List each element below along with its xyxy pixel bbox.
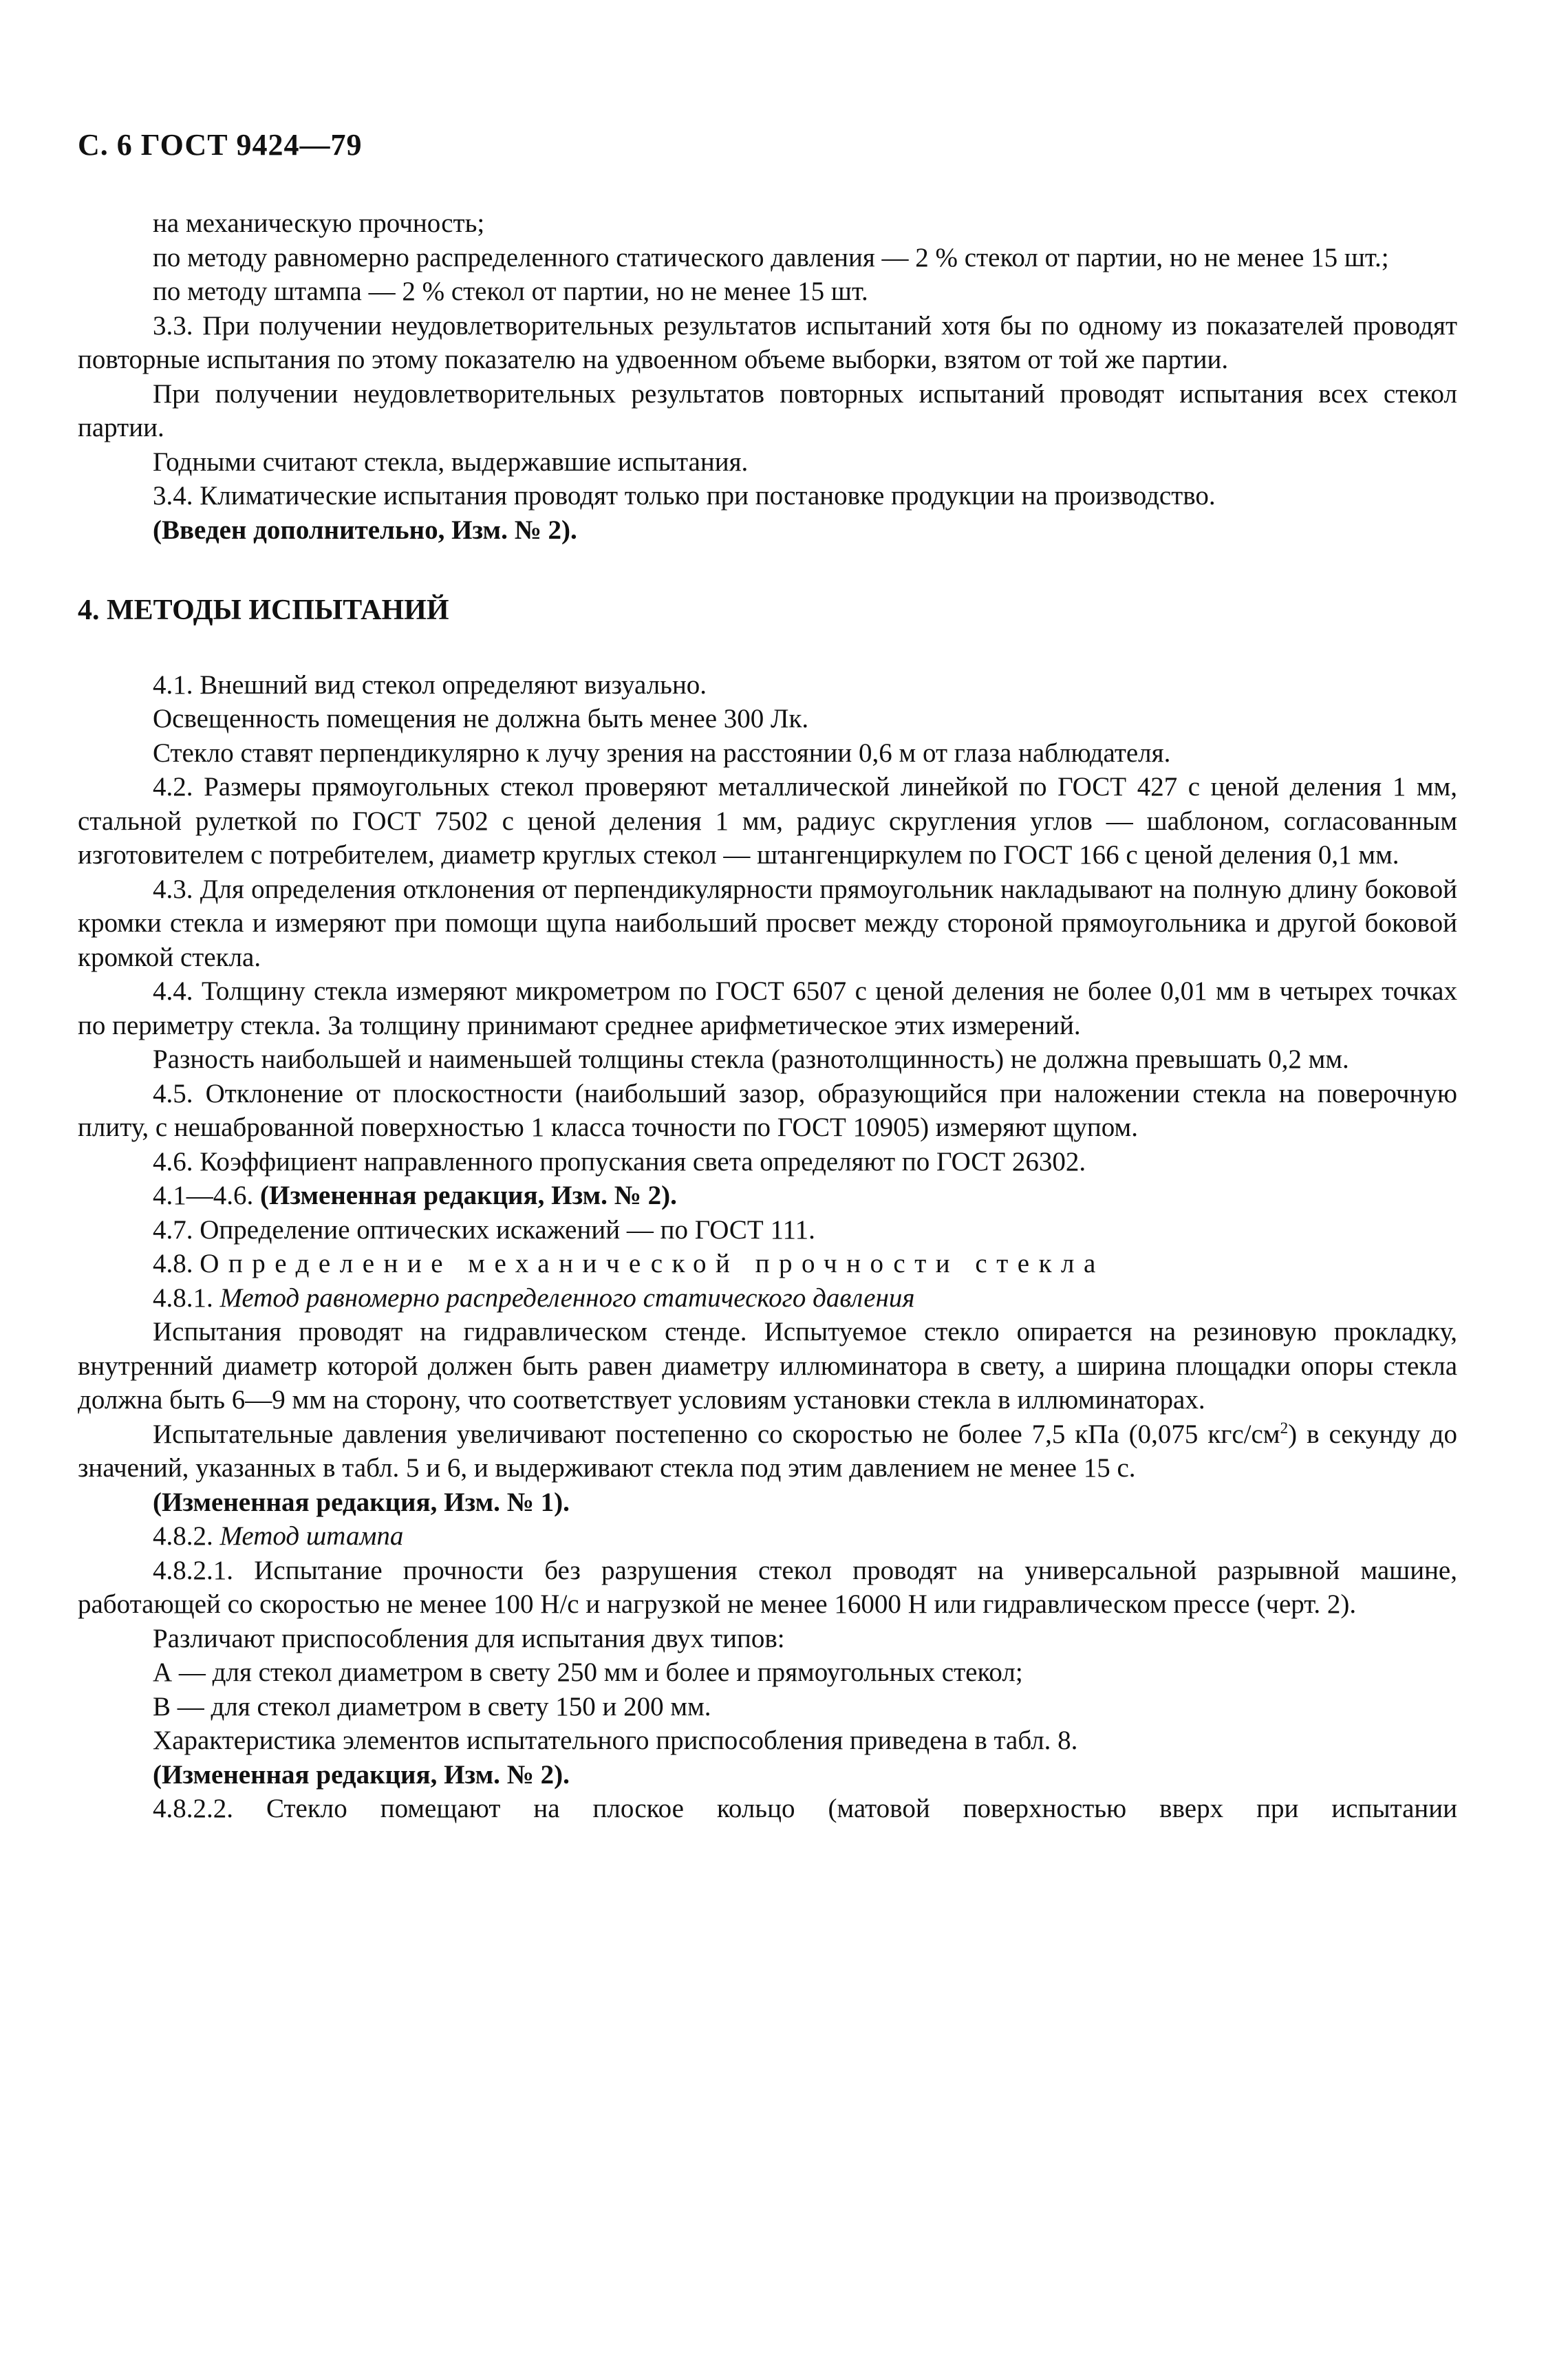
paragraph: В — для стекол диаметром в свету 150 и 200 мм. — [153, 1691, 711, 1721]
clause-number: 4.8.1. — [153, 1283, 213, 1313]
paragraph — [78, 1281, 1457, 1316]
paragraph: При получении неудовлетворительных результатов повторных испытаний проводят испытания всех стекол партии. — [78, 378, 1457, 442]
paragraph: 4.8.2.1. Испытание прочности без разрушения стекол проводят на универсальной разрывной машине, работающей со скоростью не менее 100 Н/с и нагрузкой не менее 16000 Н или гидравлическом прессе (черт. 2). — [78, 1555, 1457, 1619]
paragraph: 4.7. Определение оптических искажений — по ГОСТ 111. — [153, 1214, 815, 1245]
paragraph: 4.6. Коэффициент направленного пропускания света определяют по ГОСТ 26302. — [153, 1146, 1086, 1177]
text-run: ) в секунду до значений, указанных в табл. 5 и 6, и выдерживают стекла под этим давлением не менее 15 с. — [78, 1419, 1457, 1483]
clause-number: 4.1—4.6. — [153, 1181, 254, 1210]
method-title: Метод равномерно распределенного статического давления — [219, 1283, 915, 1313]
paragraph: 4.4. Толщину стекла измеряют микрометром по ГОСТ 6507 с ценой деления не более 0,01 мм в четырех точках по периметру стекла. За толщину принимают среднее арифметическое этих измерений. — [78, 976, 1457, 1040]
superscript: 2 — [1280, 1419, 1289, 1437]
spaced-heading: Определение механической прочности стекла — [200, 1249, 1105, 1278]
paragraph: Испытания проводят на гидравлическом стенде. Испытуемое стекло опирается на резиновую прокладку, внутренний диаметр которой должен быть равен диаметру иллюминатора в свету, а ширина площадки опоры стекла должна быть 6—9 мм на сторону, что соответствует условиям установки стекла в иллюминаторах. — [78, 1317, 1457, 1415]
amendment-note: (Измененная редакция, Изм. № 2). — [260, 1181, 677, 1210]
paragraph: 3.3. При получении неудовлетворительных результатов испытаний хотя бы по одному из показателей проводят повторные испытания по этому показателю на удвоенном объеме выборки, взятом от той же партии. — [78, 310, 1457, 374]
amendment-note: (Измененная редакция, Изм. № 2). — [153, 1759, 570, 1790]
paragraph — [78, 1247, 1457, 1281]
paragraph: 4.8.2.2. Стекло помещают на плоское кольцо (матовой поверхностью вверх при испытании — [153, 1794, 1457, 1823]
paragraph — [78, 1519, 1457, 1554]
paragraph: А — для стекол диаметром в свету 250 мм и более и прямоугольных стекол; — [153, 1658, 1023, 1687]
paragraph: Годными считают стекла, выдержавшие испытания. — [153, 447, 749, 477]
document-body — [78, 206, 1457, 1826]
paragraph: по методу равномерно распределенного статического давления — 2 % стекол от партии, но не менее 15 шт.; — [153, 242, 1389, 272]
amendment-note: (Измененная редакция, Изм. № 1). — [153, 1487, 570, 1517]
section-title: 4. МЕТОДЫ ИСПЫТАНИЙ — [78, 594, 449, 626]
paragraph: Различают приспособления для испытания двух типов: — [153, 1623, 785, 1653]
paragraph: 3.4. Климатические испытания проводят только при постановке продукции на производство. — [153, 481, 1216, 511]
paragraph: 4.5. Отклонение от плоскостности (наибольший зазор, образующийся при наложении стекла на поверочную плиту, с нешаброванной поверхностью 1 класса точности по ГОСТ 10905) измеряют щупом. — [78, 1078, 1457, 1142]
paragraph — [78, 1179, 1457, 1213]
method-title: Метод штампа — [219, 1521, 404, 1551]
paragraph: Характеристика элементов испытательного приспособления приведена в табл. 8. — [153, 1726, 1078, 1755]
paragraph: на механическую прочность; — [153, 208, 485, 238]
paragraph: Разность наибольшей и наименьшей толщины стекла (разнотолщинность) не должна превышать 0,2 мм. — [153, 1044, 1349, 1074]
paragraph — [78, 1417, 1457, 1485]
text-run: Испытательные давления увеличивают постепенно со скоростью не более 7,5 кПа (0,075 кгс/см — [153, 1419, 1280, 1449]
paragraph: 4.2. Размеры прямоугольных стекол проверяют металлической линейкой по ГОСТ 427 с ценой деления 1 мм, стальной рулеткой по ГОСТ 7502 с ценой деления 1 мм, радиус скругления углов — шаблоном, согласованным изготовителем с потребителем, диаметр круглых стекол — штангенциркулем по ГОСТ 166 с ценой деления 0,1 мм. — [78, 772, 1457, 870]
paragraph: Стекло ставят перпендикулярно к лучу зрения на расстоянии 0,6 м от глаза наблюдателя. — [153, 738, 1171, 768]
clause-number: 4.8. — [153, 1249, 193, 1278]
paragraph: по методу штампа — 2 % стекол от партии, но не менее 15 шт. — [153, 277, 868, 306]
clause-number: 4.8.2. — [153, 1521, 213, 1551]
page-header: С. 6 ГОСТ 9424—79 — [78, 128, 363, 162]
amendment-note: (Введен дополнительно, Изм. № 2). — [153, 515, 577, 545]
paragraph: 4.3. Для определения отклонения от перпендикулярности прямоугольник накладывают на полную длину боковой кромки стекла и измеряют при помощи щупа наибольший просвет между стороной прямоугольника и другой боковой кромкой стекла. — [78, 874, 1457, 972]
paragraph: 4.1. Внешний вид стекол определяют визуально. — [153, 669, 707, 700]
paragraph: Освещенность помещения не должна быть менее 300 Лк. — [153, 704, 809, 733]
